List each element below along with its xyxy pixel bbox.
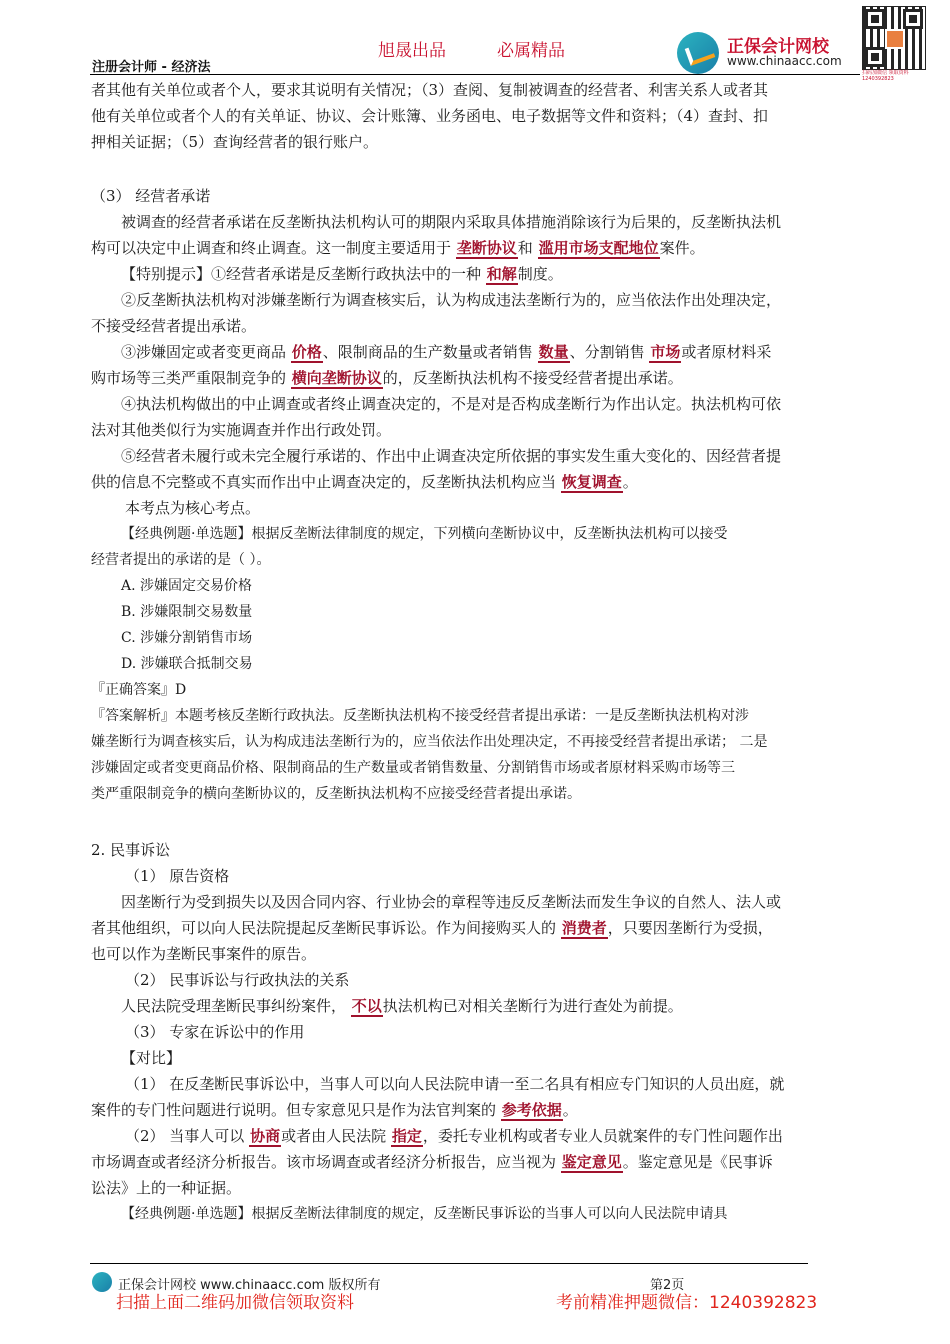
key-term: 不以 — [351, 997, 382, 1015]
text-segment: （2） 当事人可以 — [125, 1127, 250, 1145]
text-line — [91, 472, 638, 492]
text-line — [91, 840, 170, 860]
text-segment: ②反垄断执法机构对涉嫌垄断行为调查核实后，认为构成违法垄断行为的，应当依法作出处理决定， — [121, 291, 782, 309]
text-segment: 者其他组织，可以向人民法院提起反垄断民事诉讼。作为间接购买人的 — [91, 919, 561, 937]
text-line — [121, 602, 252, 622]
footer-copyright: 正保会计网校 www.chinaacc.com 版权所有 — [118, 1278, 381, 1293]
key-term: 价格 — [291, 343, 322, 361]
text-line — [125, 1074, 784, 1094]
text-segment: 购市场等三类严重限制竞争的 — [91, 369, 291, 387]
text-segment: （3） 经营者承诺 — [91, 187, 211, 205]
text-segment: 执法机构已对相关垄断行为进行查处为前提。 — [382, 997, 683, 1015]
text-line — [91, 758, 735, 778]
key-term: 恢复调查 — [561, 473, 622, 491]
text-line — [91, 1152, 773, 1172]
text-segment: 2. 民事诉讼 — [91, 841, 171, 859]
text-segment: ③涉嫌固定或者变更商品 — [121, 343, 291, 361]
text-segment: A. 涉嫌固定交易价格 — [121, 578, 253, 594]
text-line — [125, 1022, 304, 1042]
text-segment: 押相关证据；（5）查询经营者的银行账户。 — [91, 133, 379, 151]
logo-icon — [677, 32, 719, 74]
text-segment: 。 — [562, 1101, 578, 1119]
text-line — [121, 996, 683, 1016]
text-line — [121, 1048, 181, 1068]
text-line — [121, 1204, 727, 1224]
text-line — [121, 628, 252, 648]
qr-code-icon — [862, 6, 926, 70]
text-line — [125, 498, 260, 518]
text-segment: 讼法》上的一种证据。 — [91, 1179, 242, 1197]
slogan-left: 旭晟出品 — [378, 41, 446, 61]
text-line — [91, 918, 773, 938]
text-line — [91, 732, 767, 752]
logo-name: 正保会计网校 — [727, 37, 829, 57]
text-line — [91, 550, 270, 570]
text-segment: 『答案解析』本题考核反垄断行政执法。反垄断执法机构不接受经营者提出承诺：一是反垄断执法机构对涉 — [91, 708, 749, 724]
key-term: 消费者 — [561, 919, 607, 937]
text-line — [91, 680, 186, 700]
text-segment: 。鉴定意见是《民事诉 — [622, 1153, 773, 1171]
text-segment: D. 涉嫌联合抵制交易 — [121, 656, 253, 672]
key-term: 参考依据 — [501, 1101, 562, 1119]
text-segment: 他有关单位或者个人的有关单证、协议、会计账簿、业务函电、电子数据等文件和资料；（4）查封、扣 — [91, 107, 769, 125]
text-segment: 和 — [517, 239, 538, 257]
slogan-right: 必属精品 — [497, 41, 565, 61]
text-line — [91, 1100, 578, 1120]
promo-left: 扫描上面二维码加微信领取资料 — [116, 1293, 354, 1313]
key-term: 横向垄断协议 — [291, 369, 382, 387]
promo-right: 考前精准押题微信：1240392823 — [556, 1293, 818, 1313]
text-segment: （1） 在反垄断民事诉讼中，当事人可以向人民法院申请一至二名具有相应专门知识的人员出庭，就 — [125, 1075, 785, 1093]
text-segment: 的，反垄断执法机构不接受经营者提出承诺。 — [382, 369, 683, 387]
text-segment: 案件的专门性问题进行说明。但专家意见只是作为法官判案的 — [91, 1101, 501, 1119]
text-segment: 【对比】 — [121, 1049, 182, 1067]
text-segment: 。 — [622, 473, 638, 491]
text-segment: 人民法院受理垄断民事纠纷案件， — [121, 997, 351, 1015]
text-line — [125, 970, 349, 990]
text-line — [91, 238, 705, 258]
logo-url: www.chinaacc.com — [727, 54, 842, 68]
text-segment: 经营者提出的承诺的是（ ）。 — [91, 552, 271, 568]
text-line — [121, 212, 781, 232]
text-segment: 『正确答案』D — [91, 682, 187, 698]
text-line — [125, 1126, 783, 1146]
text-segment: 涉嫌固定或者变更商品价格、限制商品的生产数量或者销售数量、分割销售市场或者原材料采购市场等三 — [91, 760, 735, 776]
text-line — [91, 944, 316, 964]
text-line — [91, 106, 768, 126]
text-segment: 不接受经营者提出承诺。 — [91, 317, 257, 335]
page-header — [0, 0, 950, 80]
text-segment: 类严重限制竞争的横向垄断协议的，反垄断执法机构不应接受经营者提出承诺。 — [91, 786, 581, 802]
text-segment: 、分割销售 — [569, 343, 650, 361]
text-segment: （2） 民事诉讼与行政执法的关系 — [125, 971, 350, 989]
key-term: 指定 — [391, 1127, 422, 1145]
text-line — [121, 446, 781, 466]
key-term: 数量 — [538, 343, 569, 361]
text-segment: 因垄断行为受到损失以及因合同内容、行业协会的章程等违反反垄断法而发生争议的自然人、法人或 — [121, 893, 782, 911]
text-segment: 者其他有关单位或者个人，要求其说明有关情况；（3）查阅、复制被调查的经营者、利害关系人或者其 — [91, 81, 769, 99]
text-line — [91, 316, 256, 336]
text-line — [121, 342, 771, 362]
text-segment: ⑤经营者未履行或未完全履行承诺的、作出中止调查决定所依据的事实发生重大变化的、因经营者提 — [121, 447, 782, 465]
text-segment: 、限制商品的生产数量或者销售 — [322, 343, 538, 361]
text-segment: （3） 专家在诉讼中的作用 — [125, 1023, 305, 1041]
qr-note: 扫码加微信 领取资料 1240392823 — [862, 70, 909, 82]
key-term: 滥用市场支配地位 — [538, 239, 659, 257]
text-segment: （1） 原告资格 — [125, 867, 230, 885]
text-segment: C. 涉嫌分割销售市场 — [121, 630, 253, 646]
key-term: 市场 — [650, 343, 681, 361]
text-line — [91, 420, 391, 440]
text-line — [121, 524, 727, 544]
text-segment: 市场调查或者经济分析报告。该市场调查或者经济分析报告，应当视为 — [91, 1153, 561, 1171]
text-line — [91, 80, 768, 100]
text-segment: 供的信息不完整或不真实而作出中止调查决定的，反垄断执法机构应当 — [91, 473, 561, 491]
text-line — [121, 576, 252, 596]
text-line — [121, 892, 781, 912]
text-segment: 构可以决定中止调查和终止调查。这一制度主要适用于 — [91, 239, 456, 257]
text-line — [121, 654, 253, 674]
text-line — [91, 186, 210, 206]
text-segment: 【特别提示】①经营者承诺是反垄断行政执法中的一种 — [121, 265, 486, 283]
course-title: 注册会计师 - 经济法 — [92, 60, 211, 75]
key-term: 和解 — [486, 265, 517, 283]
text-line — [91, 1178, 241, 1198]
text-segment: 【经典例题·单选题】根据反垄断法律制度的规定，反垄断民事诉讼的当事人可以向人民法院申请具 — [121, 1206, 728, 1222]
footer-divider — [90, 1263, 808, 1264]
text-segment: ，委托专业机构或者专业人员就案件的专门性问题作出 — [422, 1127, 783, 1145]
text-segment: 法对其他类似行为实施调查并作出行政处罚。 — [91, 421, 392, 439]
text-line — [121, 290, 781, 310]
key-term: 鉴定意见 — [561, 1153, 622, 1171]
text-line — [91, 706, 749, 726]
text-line — [91, 368, 683, 388]
text-segment: 本考点为核心考点。 — [125, 499, 261, 517]
text-segment: 【经典例题·单选题】根据反垄断法律制度的规定，下列横向垄断协议中，反垄断执法机构可以接受 — [121, 526, 728, 542]
text-segment: 或者原材料采 — [681, 343, 772, 361]
text-line — [125, 866, 229, 886]
footer-logo-icon — [92, 1272, 112, 1292]
text-line — [121, 394, 781, 414]
text-segment: ④执法机构做出的中止调查或者终止调查决定的，不是对是否构成垄断行为作出认定。执法机构可依 — [121, 395, 782, 413]
key-term: 协商 — [250, 1127, 281, 1145]
text-segment: 被调查的经营者承诺在反垄断执法机构认可的期限内采取具体措施消除该行为后果的，反垄断执法机 — [121, 213, 782, 231]
text-segment: B. 涉嫌限制交易数量 — [121, 604, 253, 620]
key-term: 垄断协议 — [456, 239, 517, 257]
text-segment: 嫌垄断行为调查核实后，认为构成违法垄断行为的，应当依法作出处理决定，不再接受经营者提出承诺； 二是 — [91, 734, 768, 750]
page-number: 第2页 — [650, 1278, 685, 1293]
header-divider — [90, 74, 860, 75]
text-line — [91, 132, 378, 152]
text-segment: 或者由人民法院 — [281, 1127, 391, 1145]
text-line — [91, 784, 581, 804]
text-segment: 也可以作为垄断民事案件的原告。 — [91, 945, 317, 963]
text-segment: 制度。 — [517, 265, 563, 283]
chinaacc-logo[interactable] — [677, 30, 857, 74]
text-segment: ，只要因垄断行为受损， — [607, 919, 773, 937]
text-line — [121, 264, 563, 284]
text-segment: 案件。 — [659, 239, 705, 257]
